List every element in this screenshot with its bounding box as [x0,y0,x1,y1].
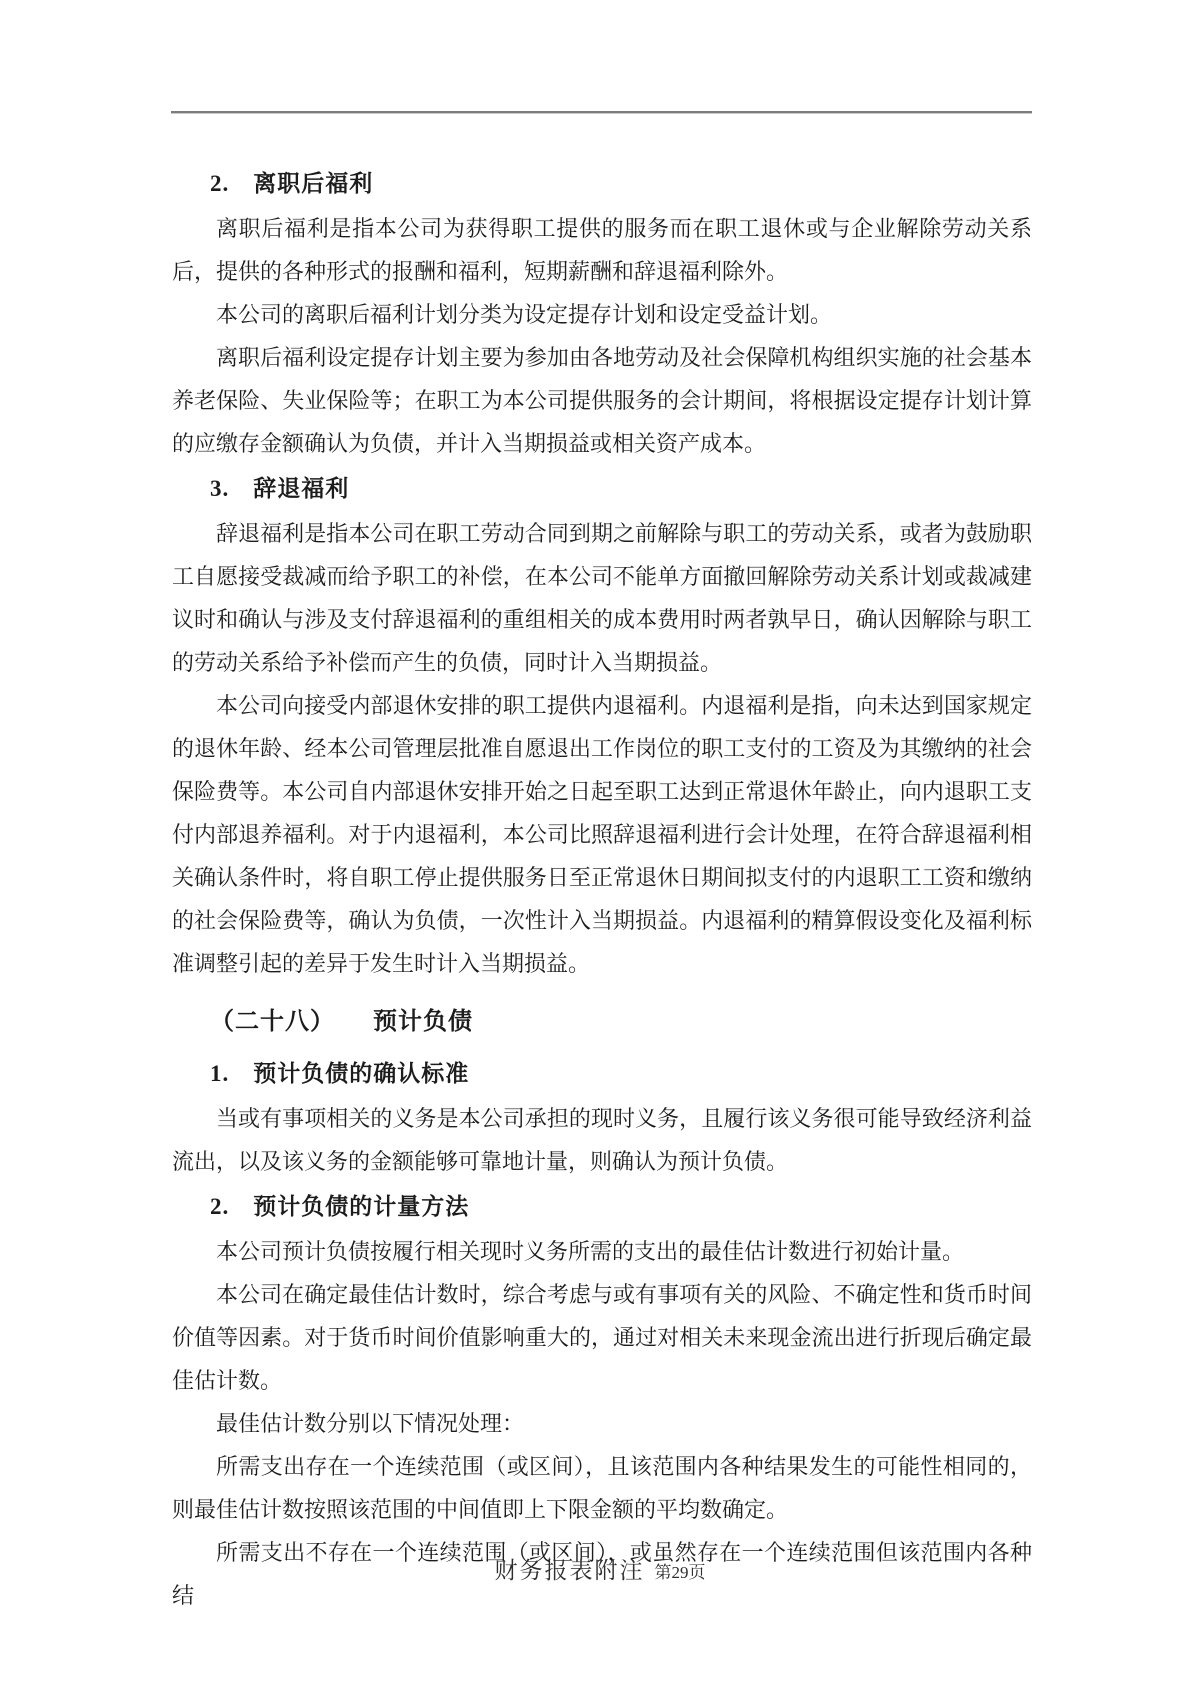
footer-page-number: 第29页 [654,1563,706,1582]
paragraph: 当或有事项相关的义务是本公司承担的现时义务，且履行该义务很可能导致经济利益流出，以及该义务的金额能够可靠地计量，则确认为预计负债。 [172,1106,1032,1174]
heading-post-employment-benefits: 2. 离职后福利 [210,171,374,196]
header-rule [171,111,1032,114]
section-heading-estimated-liabilities: （二十八） 预计负债 [210,1009,473,1035]
page-footer [0,1552,1200,1585]
heading-measurement-method: 2. 预计负债的计量方法 [210,1194,470,1219]
paragraph: 本公司预计负债按履行相关现时义务所需的支出的最佳估计数进行初始计量。 [216,1239,965,1264]
paragraph: 本公司的离职后福利计划分类为设定提存计划和设定受益计划。 [216,302,833,327]
document-body [172,160,1032,1617]
paragraph: 本公司向接受内部退休安排的职工提供内退福利。内退福利是指，向未达到国家规定的退休年龄、经本公司管理层批准自愿退出工作岗位的职工支付的工资及为其缴纳的社会保险费等。本公司自内部退休安排开始之日起至职工达到正常退休年龄止，向内退职工支付内部退养福利。对于内退福利，本公司比照辞退福利进行会计处理，在符合辞退福利相关确认条件时，将自职工停止提供服务日至正常退休日期间拟支付的内退职工工资和缴纳的社会保险费等，确认为负债，一次性计入当期损益。内退福利的精算假设变化及福利标准调整引起的差异于发生时计入当期损益。 [172,693,1032,976]
paragraph: 本公司在确定最佳估计数时，综合考虑与或有事项有关的风险、不确定性和货币时间价值等因素。对于货币时间价值影响重大的，通过对相关未来现金流出进行折现后确定最佳估计数。 [172,1282,1032,1393]
paragraph: 辞退福利是指本公司在职工劳动合同到期之前解除与职工的劳动关系，或者为鼓励职工自愿接受裁减而给予职工的补偿，在本公司不能单方面撤回解除劳动关系计划或裁减建议时和确认与涉及支付辞退福利的重组相关的成本费用时两者孰早日，确认因解除与职工的劳动关系给予补偿而产生的负债，同时计入当期损益。 [172,521,1032,675]
paragraph: 离职后福利是指本公司为获得职工提供的服务而在职工退休或与企业解除劳动关系后，提供的各种形式的报酬和福利，短期薪酬和辞退福利除外。 [172,216,1032,284]
footer-title: 财务报表附注 [494,1558,645,1583]
heading-recognition-criteria: 1. 预计负债的确认标准 [210,1061,470,1086]
paragraph: 所需支出不存在一个连续范围（或区间），或虽然存在一个连续范围但该范围内各种结 [172,1540,1032,1608]
heading-termination-benefits: 3. 辞退福利 [210,476,350,501]
paragraph: 离职后福利设定提存计划主要为参加由各地劳动及社会保障机构组织实施的社会基本养老保险、失业保险等；在职工为本公司提供服务的会计期间，将根据设定提存计划计算的应缴存金额确认为负债，并计入当期损益或相关资产成本。 [172,345,1032,456]
paragraph: 所需支出存在一个连续范围（或区间），且该范围内各种结果发生的可能性相同的，则最佳估计数按照该范围的中间值即上下限金额的平均数确定。 [172,1454,1032,1522]
paragraph: 最佳估计数分别以下情况处理： [216,1411,525,1436]
